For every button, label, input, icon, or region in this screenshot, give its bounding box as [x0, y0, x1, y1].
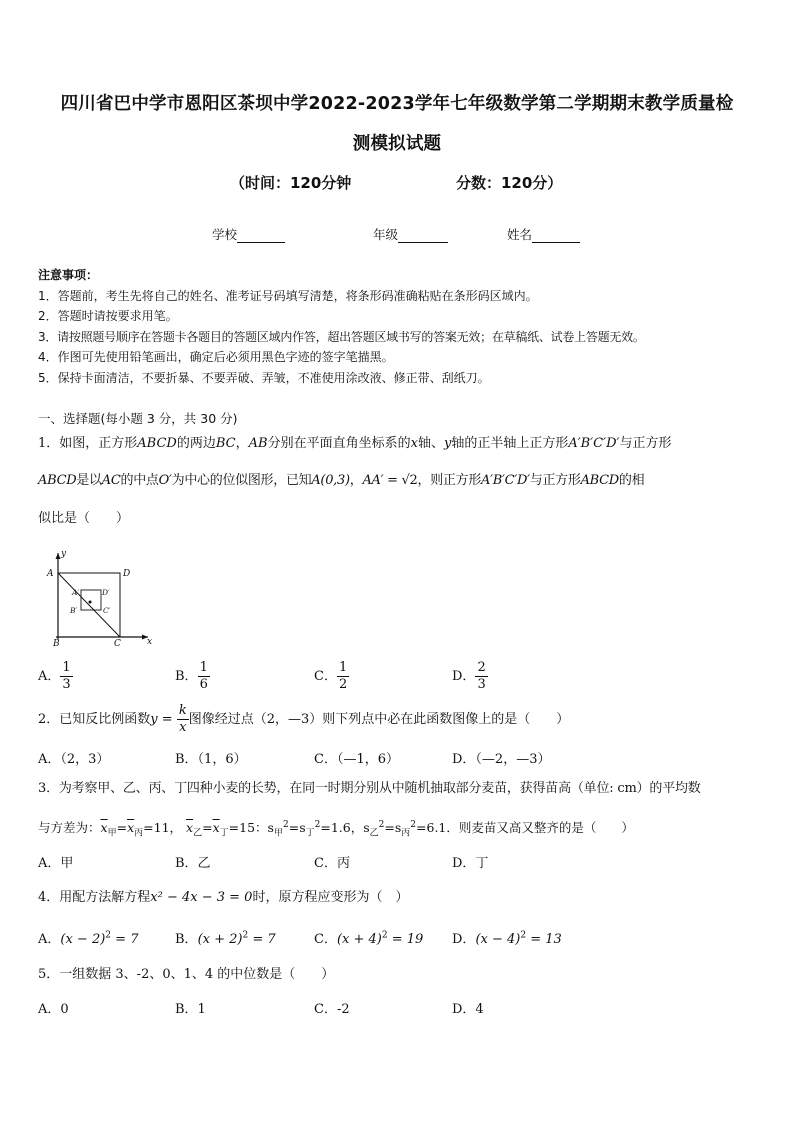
q1-option-c[interactable]: C． $\frac{1}{2}$: [314, 660, 348, 692]
q5-option-b[interactable]: B．1: [175, 1002, 206, 1017]
fraction: $\frac{1}{3}$: [62, 660, 71, 692]
school-blank[interactable]: [237, 229, 285, 243]
time-info: （时间：120分钟: [230, 174, 352, 192]
fraction: $\frac{1}{6}$: [199, 660, 208, 692]
question-5-stem: 5．一组数据 3、-2、0、1、4 的中位数是（ ）: [38, 967, 335, 982]
note-item: 3．请按照题号顺序在答题卡各题目的答题区域内作答，超出答题区域书写的答案无效；在草稿纸、试卷上答题无效。: [38, 329, 645, 344]
q5-option-a[interactable]: A．0: [38, 1002, 69, 1017]
fig-label-cp: C′: [103, 606, 111, 615]
question-4-stem: 4．用配方法解方程x² − 4x − 3 = 0时，原方程应变形为（ ）: [38, 890, 409, 905]
fig-label-x: x: [147, 637, 153, 647]
fig-label-dp: D′: [102, 588, 110, 597]
q4-option-c[interactable]: C．$(x + 4)^2 = 19$: [314, 930, 424, 947]
q2-option-a[interactable]: A．（2，3）: [38, 752, 110, 767]
diagonal-ac: [58, 573, 120, 637]
q4-option-d[interactable]: D．$(x - 4)^2 = 13$: [452, 930, 562, 947]
fraction: $\frac{1}{2}$: [338, 660, 348, 692]
q3-option-a[interactable]: A．甲: [38, 856, 74, 871]
fig-label-a: A: [47, 569, 54, 579]
q2-option-c[interactable]: C．（—1，6）: [314, 752, 399, 767]
question-3-line-2: 与方差为：$\overline{x}_甲=\overline{x}_丙=11$， $\overline{x}_乙=\overline{x}_丁=15$：$s_甲^2=s_丁^2=1.6$，$s_乙^2=s_丙^2=6.1$．则麦苗又高又整齐的是（ ）: [38, 820, 634, 839]
q5-option-c[interactable]: C．-2: [314, 1002, 350, 1017]
name-blank[interactable]: [532, 229, 580, 243]
q4-option-b[interactable]: B．$(x + 2)^2 = 7$: [175, 930, 276, 947]
question-1-line-3: 似比是（ ）: [38, 511, 130, 526]
point-op: [89, 601, 92, 604]
fig-label-ap: A′: [72, 588, 80, 597]
exam-title-line1: 四川省巴中学市恩阳区茶坝中学2022-2023学年七年级数学第二学期期末教学质量检: [60, 94, 734, 114]
notes-block: [38, 265, 768, 388]
q4-option-a[interactable]: A．$(x - 2)^2 = 7$: [38, 930, 139, 947]
q1-option-b[interactable]: B． $\frac{1}{6}$: [175, 660, 208, 692]
fig-label-y: y: [61, 549, 67, 559]
q1-option-d[interactable]: D． $\frac{2}{3}$: [452, 660, 486, 692]
name-label: 姓名: [507, 227, 533, 242]
note-item: 5．保持卡面清洁，不要折暴、不要弄破、弄皱，不准使用涂改液、修正带、刮纸刀。: [38, 370, 490, 385]
question-3-line-1: 3．为考察甲、乙、丙、丁四种小麦的长势，在同一时期分别从中随机抽取部分麦苗，获得苗高（单位: cm）的平均数: [38, 781, 701, 796]
notes-heading: 注意事项：: [38, 268, 99, 282]
grade-label: 年级: [373, 227, 399, 242]
question-1-line-1: 1．如图，正方形ABCD的两边BC，AB分别在平面直角坐标系的x轴、y轴的正半轴上正方形A′B′C′D′与正方形: [38, 436, 672, 451]
q2-option-b[interactable]: B．（1，6）: [175, 752, 247, 767]
section-heading: 一、选择题(每小题 3 分，共 30 分): [38, 411, 238, 426]
fig-label-b: B: [53, 639, 60, 647]
fig-label-bp: B′: [70, 606, 78, 615]
note-item: 4．作图可先使用铅笔画出，确定后必须用黑色字迹的签字笔描黑。: [38, 350, 394, 364]
q5-option-d[interactable]: D．4: [452, 1002, 484, 1017]
fraction-k-over-x: $\frac{k}{x}$: [178, 703, 187, 735]
q1-option-a[interactable]: A． $\frac{1}{3}$: [38, 660, 71, 692]
square-diagram: [44, 547, 154, 647]
question-2-stem: 2．已知反比例函数y = $\frac{k}{x}$ 图像经过点（2，—3）则下列点中必在此函数图像上的是（ ）: [38, 703, 570, 735]
q2-option-d[interactable]: D．（—2，—3）: [452, 752, 551, 767]
fig-label-c: C: [114, 639, 121, 647]
school-label: 学校: [212, 227, 238, 242]
student-fields: [0, 225, 794, 243]
q3-option-c[interactable]: C．丙: [314, 856, 350, 871]
y-axis-arrow: [56, 553, 61, 559]
note-item: 2．答题时请按要求用笔。: [38, 309, 178, 323]
q3-option-b[interactable]: B．乙: [175, 856, 211, 871]
exam-title-line2: 测模拟试题: [352, 134, 442, 154]
note-item: 1．答题前，考生先将自己的姓名、准考证号码填写清楚，将条形码准确粘贴在条形码区域内。: [38, 288, 538, 303]
exam-meta: [0, 172, 794, 194]
grade-blank[interactable]: [398, 229, 448, 243]
score-info: 分数：120分）: [456, 174, 563, 192]
question-1-line-2: ABCD是以AC的中点O′为中心的位似图形，已知A(0,3)，AA′ = √2，则正方形A′B′C′D′与正方形ABCD的相: [38, 473, 645, 488]
q3-option-d[interactable]: D．丁: [452, 856, 489, 871]
fraction: $\frac{2}{3}$: [477, 660, 486, 692]
fig-label-d: D: [123, 569, 131, 579]
